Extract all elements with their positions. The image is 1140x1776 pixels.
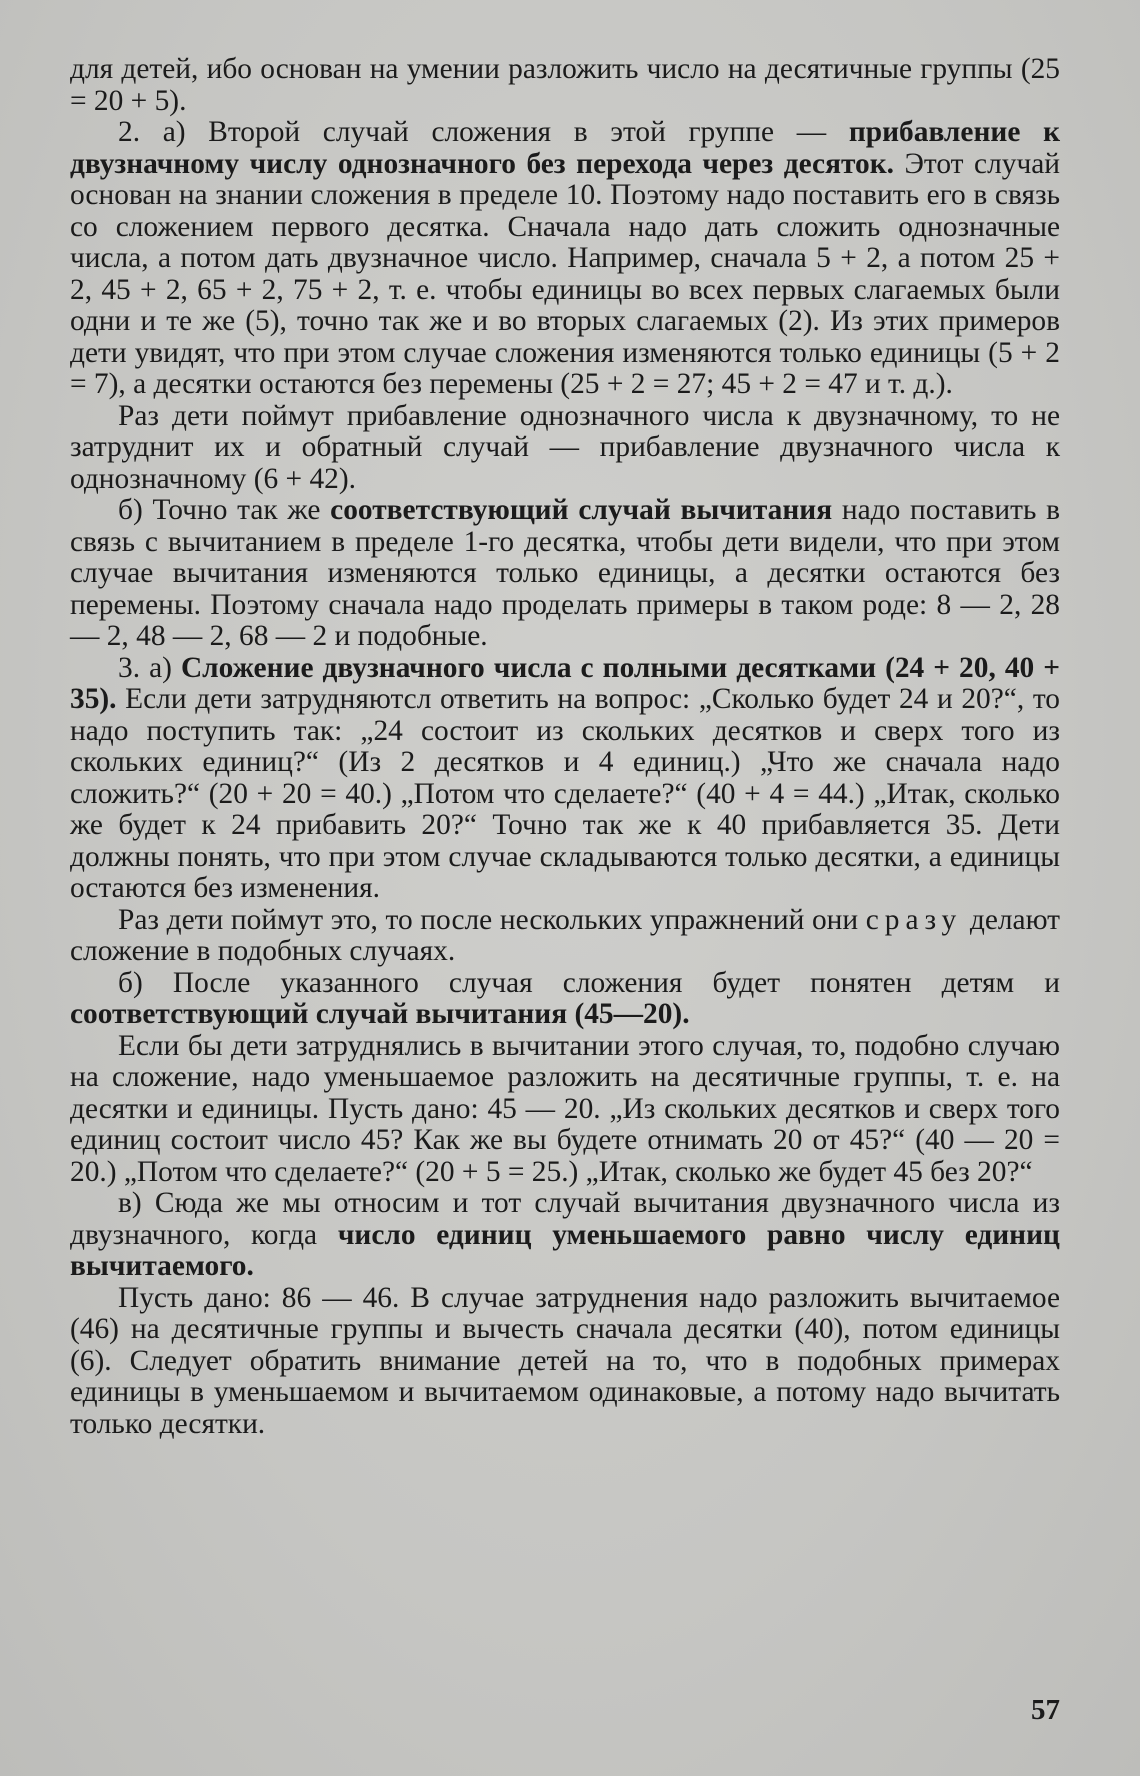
paragraph-4-text-c: надо поставить в связь с вычитанием в пределе 1-го десятка, чтобы дети видели, что при этом случае вычитания изменяются только единицы, а десятки остаются без перемены. Поэтому сначала надо проделать примеры в таком роде: 8 — 2, 28 — 2, 48 — 2, 68 — 2 и подобные. (70, 494, 1060, 652)
paragraph-1: для детей, ибо основан на умении разложить число на десятичные группы (25 = 20 + 5). (70, 53, 1060, 117)
paragraph-4-bold: соответствующий случай вычитания (330, 494, 833, 526)
paragraph-4-text-a: б) Точно так же (118, 494, 331, 526)
page-text (70, 54, 1060, 1440)
page-number: 57 (1031, 1694, 1060, 1726)
paragraph-9-text-a: в) Сюда же мы относим и тот случай вычитания двузначного числа из двузначного, когда (70, 1187, 1060, 1251)
paragraph-7-text-a: б) После указанного случая сложения будет понятен детям и (118, 966, 1060, 999)
paragraph-2-text-a: 2. а) Второй случай сложения в этой группе — (118, 116, 849, 148)
paragraph-2-text-c: Этот случай основан на знании сложения в пределе 10. Поэтому надо поставить его в связь со сложением первого десятка. Сначала надо дать сложить однозначные числа, а потом дать двузначное число. Например, сначала 5 + 2, а потом 25 + 2, 45 + 2, 65 + 2, 75 + 2, т. е. чтобы единицы во всех первых слагаемых были одни и те же (5), точно так же и во вторых слагаемых (2). Из этих примеров дети увидят, что при этом случае сложения изменяются только единицы (5 + 2 = 7), а десятки остаются без перемены (25 + 2 = 27; 45 + 2 = 47 и т. д.). (70, 147, 1060, 400)
paragraph-9 (70, 1188, 1060, 1283)
paragraph-10: Пусть дано: 86 — 46. В случае затруднения надо разложить вычитаемое (46) на десятичные группы и вычесть сначала десятки (40), потом единицы (6). Следует обратить внимание детей на то, что в подобных примерах единицы в уменьшаемом и вычитаемом одинаковые, а потому надо вычитать только десятки. (70, 1281, 1060, 1440)
paragraph-7-bold: соответствующий случай вычитания (45—20). (70, 998, 690, 1030)
paragraph-6-text-a: Раз дети поймут это, то после нескольких упражнений они (118, 903, 866, 936)
paragraph-2-bold: прибавление к двузначному числу однозначного без перехода через десяток. (70, 116, 1061, 180)
paragraph-7 (70, 968, 1060, 1031)
paragraph-6 (70, 905, 1060, 968)
paragraph-5-text-a: 3. а) (118, 651, 181, 684)
paragraph-5 (70, 653, 1060, 905)
paragraph-6-spaced-word: сразу (865, 903, 963, 936)
paragraph-2 (70, 117, 1060, 401)
paragraph-8: Если бы дети затруднялись в вычитании этого случая, то, подобно случаю на сложение, надо уменьшаемое разложить на десятичные группы, т. е. на десятки и единицы. Пусть дано: 45 — 20. „Из скольких десятков и сверх того единиц состоит число 45? Как же вы будете отнимать 20 от 45?“ (40 — 20 = 20.) „Потом что сделаете?“ (20 + 5 = 25.) „Итак, сколько же будет 45 без 20?“ (70, 1029, 1060, 1188)
paragraph-5-text-c: Если дети затрудняютсл ответить на вопрос: „Сколько будет 24 и 20?“, то надо поступить так: „24 состоит из скольких десятков и сверх того из скольких единиц?“ (Из 2 десятков и 4 единиц.) „Что же сначала надо сложить?“ (20 + 20 = 40.) „Потом что сделаете?“ (40 + 4 = 44.) „Итак, сколько же будет к 24 прибавить 20?“ Точно так же к 40 прибавляется 35. Дети должны понять, что при этом случае складываются только десятки, а единицы остаются без изменения. (70, 683, 1060, 904)
paragraph-6-text-c: делают сложение в подобных случаях. (70, 903, 1060, 967)
paragraph-5-bold: Сложение двузначного числа с полными десятками (24 + 20, 40 + 35). (70, 651, 1061, 715)
paragraph-9-bold: число единиц уменьшаемого равно числу единиц вычитаемого. (70, 1218, 1060, 1282)
paragraph-3: Раз дети поймут прибавление однозначного числа к двузначному, то не затруднит их и обратный случай — прибавление двузначного числа к однозначному (6 + 42). (70, 399, 1060, 495)
paragraph-4 (70, 495, 1060, 653)
